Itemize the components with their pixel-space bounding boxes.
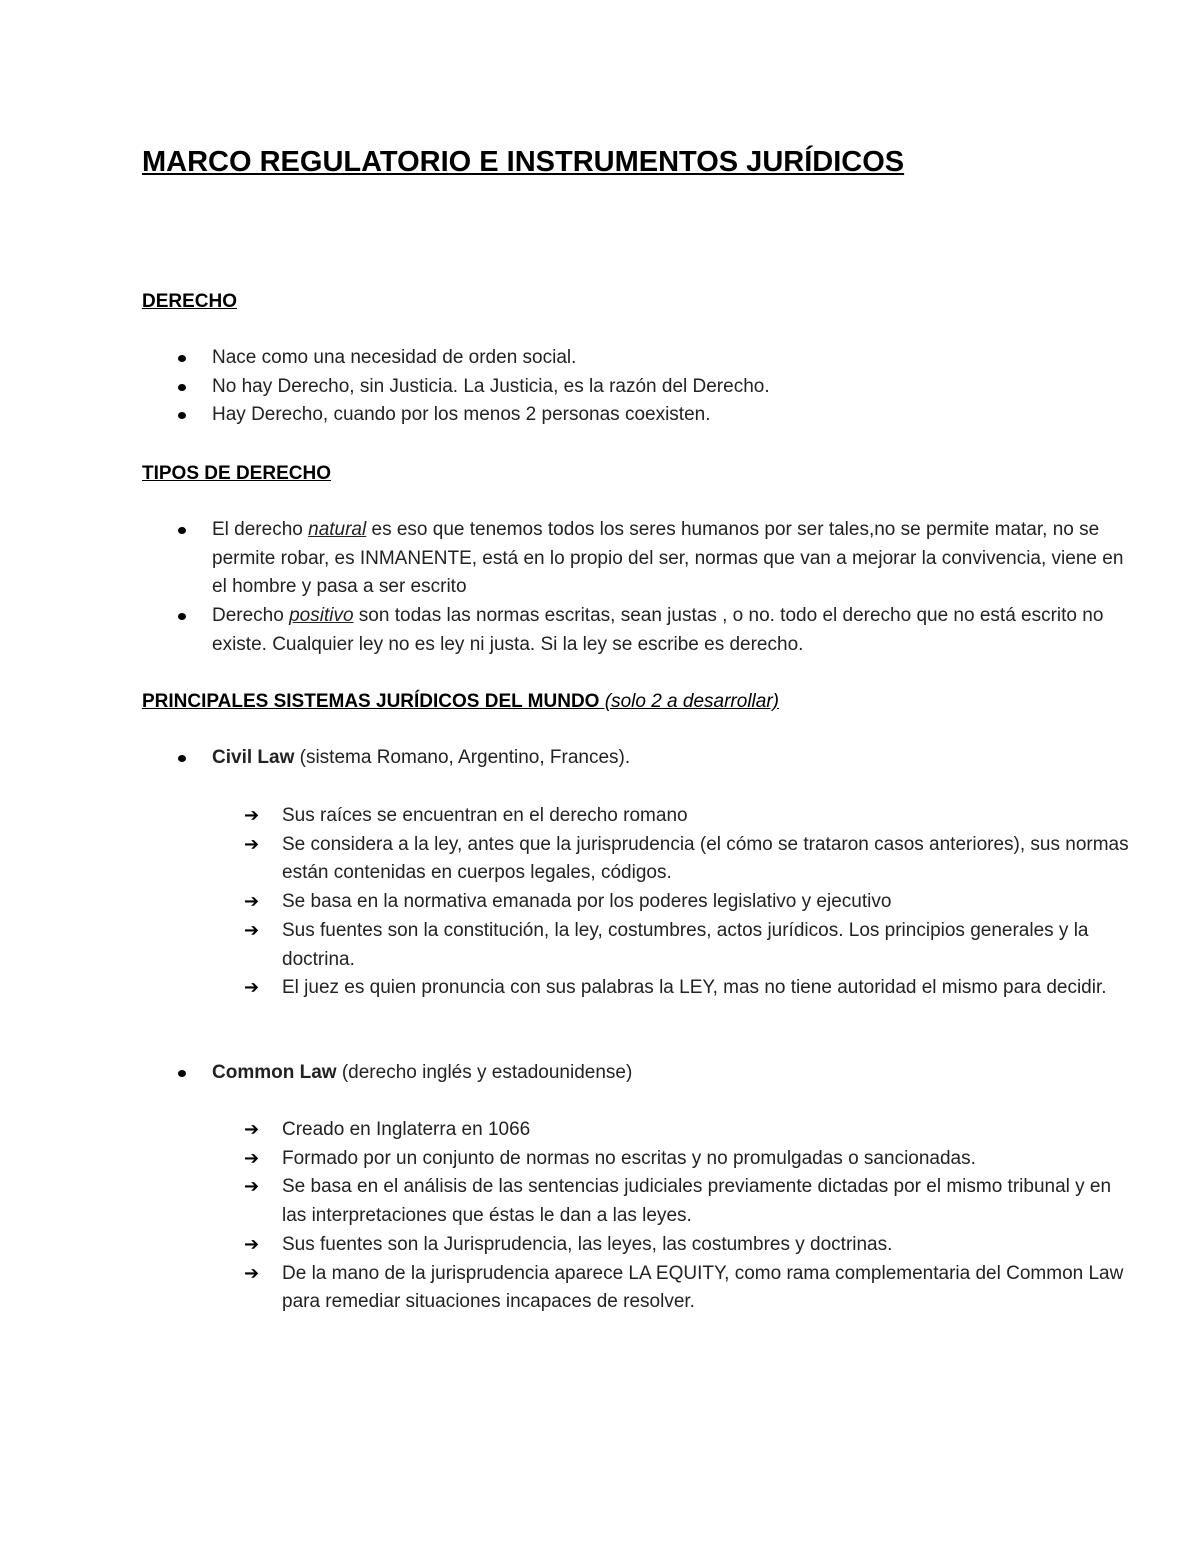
sub-list-item-text: Se basa en la normativa emanada por los poderes legislativo y ejecutivo xyxy=(282,891,892,913)
list-item-text: son todas las normas escritas, sean justas , o no. todo el derecho que no está escrito no existe. Cualquier ley no es ley ni justa. Si la ley se escribe es derecho. xyxy=(212,605,1104,655)
emphasis-positivo: positivo xyxy=(289,605,354,627)
civil-law-list xyxy=(0,744,1200,773)
arrow-right-icon: ➔ xyxy=(244,1176,260,1198)
list-item xyxy=(0,602,1200,659)
section-heading-sistemas xyxy=(142,690,779,714)
bullet-dot-icon xyxy=(178,412,186,419)
list-item-text: No hay Derecho, sin Justicia. La Justicia, es la razón del Derecho. xyxy=(212,375,770,397)
list-item xyxy=(0,344,1200,373)
sub-list-item xyxy=(0,1231,1200,1260)
arrow-right-icon: ➔ xyxy=(244,833,260,855)
sub-list-item-text: Formado por un conjunto de normas no escritas y no promulgadas o sancionadas. xyxy=(282,1147,976,1169)
sub-list-item xyxy=(0,1173,1200,1230)
list-item xyxy=(0,516,1200,602)
bullet-dot-icon xyxy=(178,1070,186,1077)
list-item-text: es eso que tenemos todos los seres humanos por ser tales,no se permite matar, no se permite robar, es INMANENTE, está en lo propio del ser, normas que van a mejorar la convivencia, viene en el hombre y pasa a ser escrito xyxy=(212,519,1124,598)
civil-law-name: Civil Law xyxy=(212,747,295,768)
common-law-desc: (derecho inglés y estadounidense) xyxy=(336,1062,633,1083)
arrow-right-icon: ➔ xyxy=(244,919,260,941)
arrow-right-icon: ➔ xyxy=(244,805,260,826)
sub-list-item-text: Sus fuentes son la Jurisprudencia, las leyes, las costumbres y doctrinas. xyxy=(282,1233,893,1255)
civil-law-points xyxy=(0,802,1200,1003)
civil-law-desc: (sistema Romano, Argentino, Frances). xyxy=(294,747,631,768)
arrow-right-icon: ➔ xyxy=(244,977,260,999)
arrow-right-icon: ➔ xyxy=(244,891,260,913)
bullet-dot-icon xyxy=(178,755,186,762)
bullet-dot-icon xyxy=(178,527,186,534)
section-heading-derecho: DERECHO xyxy=(142,291,238,312)
sub-list-item-text: Se basa en el análisis de las sentencias judiciales previamente dictadas por el mismo tribunal y en las interpretaciones que éstas le dan a las leyes. xyxy=(282,1176,1112,1227)
arrow-right-icon: ➔ xyxy=(244,1147,260,1169)
sub-list-item-text: El juez es quien pronuncia con sus palabras la LEY, mas no tiene autoridad el mismo para decidir. xyxy=(282,977,1107,999)
sub-list-item-text: Creado en Inglaterra en 1066 xyxy=(282,1119,531,1140)
list-item xyxy=(0,401,1200,430)
sistemas-heading-note: (solo 2 a desarrollar) xyxy=(599,691,779,712)
sub-list-item-text: Sus raíces se encuentran en el derecho romano xyxy=(282,805,688,826)
document-title: MARCO REGULATORIO E INSTRUMENTOS JURÍDICOS xyxy=(142,146,905,178)
sub-list-item-text: Se considera a la ley, antes que la jurisprudencia (el cómo se trataron casos anteriores), sus normas están contenidas en cuerpos legales, códigos. xyxy=(282,833,1129,884)
arrow-right-icon: ➔ xyxy=(244,1119,260,1140)
sub-list-item-text: Sus fuentes son la constitución, la ley, costumbres, actos jurídicos. Los principios generales y la doctrina. xyxy=(282,919,1089,970)
emphasis-natural: natural xyxy=(308,519,367,540)
sub-list-item xyxy=(0,888,1200,917)
list-item-text: Hay Derecho, cuando por los menos 2 personas coexisten. xyxy=(212,404,711,426)
list-item-prefix: Derecho xyxy=(212,605,290,627)
list-item-text: Nace como una necesidad de orden social. xyxy=(212,347,577,368)
list-item-prefix: El derecho xyxy=(212,519,309,540)
sub-list-item xyxy=(0,1260,1200,1317)
sub-list-item xyxy=(0,917,1200,974)
list-item xyxy=(0,744,1200,773)
bullet-dot-icon xyxy=(178,384,186,391)
sub-list-item xyxy=(0,1145,1200,1174)
sub-list-item xyxy=(0,1116,1200,1145)
list-item xyxy=(0,373,1200,402)
sistemas-heading-text: PRINCIPALES SISTEMAS JURÍDICOS DEL MUNDO xyxy=(142,691,600,712)
list-item xyxy=(0,1059,1200,1088)
section-heading-tipos: TIPOS DE DERECHO xyxy=(142,463,331,484)
sub-list-item xyxy=(0,974,1200,1003)
common-law-name: Common Law xyxy=(212,1062,337,1083)
common-law-points xyxy=(0,1116,1200,1317)
derecho-list xyxy=(0,344,1200,430)
tipos-list xyxy=(0,516,1200,660)
bullet-dot-icon xyxy=(178,355,186,362)
bullet-dot-icon xyxy=(178,613,186,620)
sub-list-item-text: De la mano de la jurisprudencia aparece LA EQUITY, como rama complementaria del Common Law para remediar situaciones incapaces de resolver. xyxy=(282,1262,1124,1313)
arrow-right-icon: ➔ xyxy=(244,1262,260,1284)
sub-list-item xyxy=(0,802,1200,831)
arrow-right-icon: ➔ xyxy=(244,1233,260,1255)
sub-list-item xyxy=(0,831,1200,888)
common-law-list xyxy=(0,1059,1200,1088)
